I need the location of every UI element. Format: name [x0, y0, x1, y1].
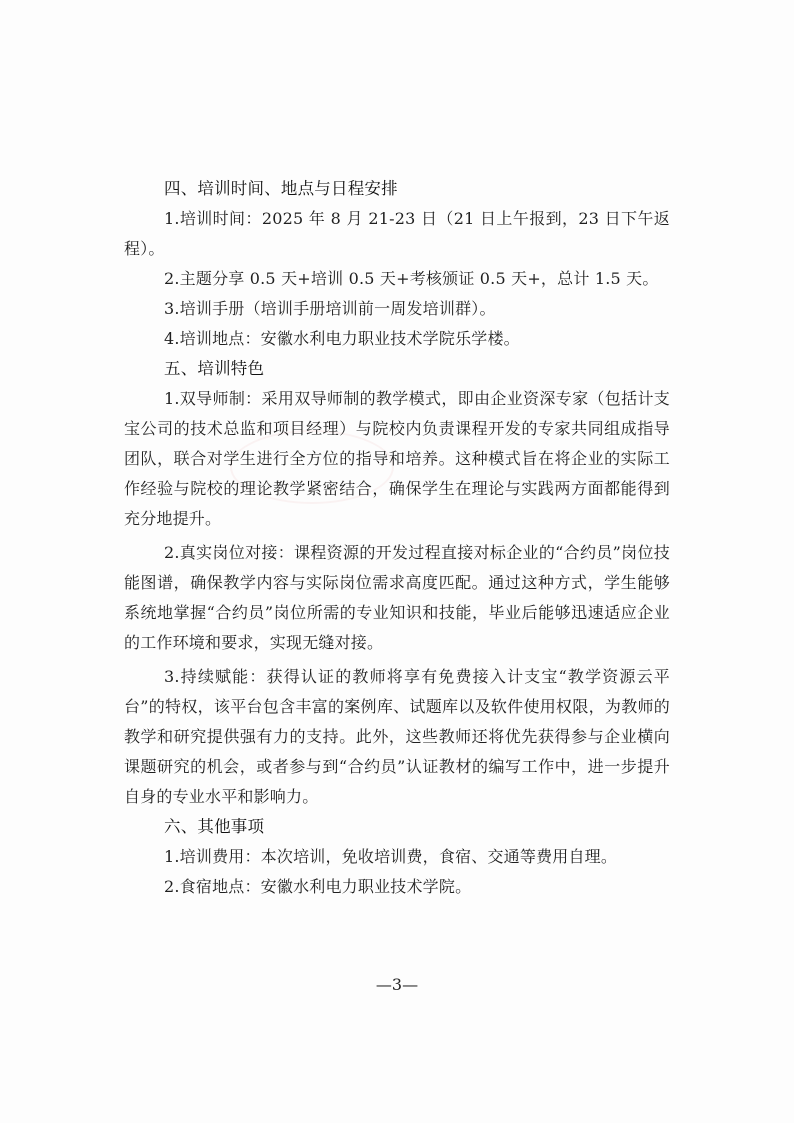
page-number: —3— — [375, 975, 419, 994]
other-item-fees: 1.培训费用：本次培训，免收培训费，食宿、交通等费用自理。 — [164, 847, 618, 866]
schedule-item-time: 1.培训时间：2025 年 8 月 21-23 日（21 日上午报到，23 日下午返程）。 — [124, 209, 670, 258]
schedule-item-duration: 2.主题分享 0.5 天+培训 0.5 天+考核颁证 0.5 天+，总计 1.5 天。 — [164, 269, 659, 288]
other-item-accommodation: 2.食宿地点：安徽水利电力职业技术学院。 — [164, 877, 472, 896]
schedule-item-location: 4.培训地点：安徽水利电力职业技术学院乐学楼。 — [164, 329, 520, 348]
section-heading-features: 五、培训特色 — [164, 359, 265, 378]
feature-item-job-alignment: 2.真实岗位对接：课程资源的开发过程直接对标企业的“合约员”岗位技能图谱，确保教学内容与实际岗位需求高度匹配。通过这种方式，学生能够系统地掌握“合约员”岗位所需的专业知识和技能，毕业后能够迅速适应企业的工作环境和要求，实现无缝对接。 — [124, 543, 670, 652]
section-heading-other: 六、其他事项 — [164, 817, 265, 836]
document-body — [124, 174, 670, 902]
section-heading-schedule: 四、培训时间、地点与日程安排 — [164, 179, 398, 198]
schedule-item-manual: 3.培训手册（培训手册培训前一周发培训群）。 — [164, 299, 496, 318]
feature-item-continuous-empowerment: 3.持续赋能：获得认证的教师将享有免费接入计支宝“教学资源云平台”的特权，该平台包含丰富的案例库、试题库以及软件使用权限，为教师的教学和研究提供强有力的支持。此外，这些教师还将优先获得参与企业横向课题研究的机会，或者参与到“合约员”认证教材的编写工作中，进一步提升自身的专业水平和影响力。 — [124, 667, 670, 806]
feature-item-dual-mentor: 1.双导师制：采用双导师制的教学模式，即由企业资深专家（包括计支宝公司的技术总监和项目经理）与院校内负责课程开发的专家共同组成指导团队，联合对学生进行全方位的指导和培养。这种模式旨在将企业的实际工作经验与院校的理论教学紧密结合，确保学生在理论与实践两方面都能得到充分地提升。 — [124, 389, 670, 528]
